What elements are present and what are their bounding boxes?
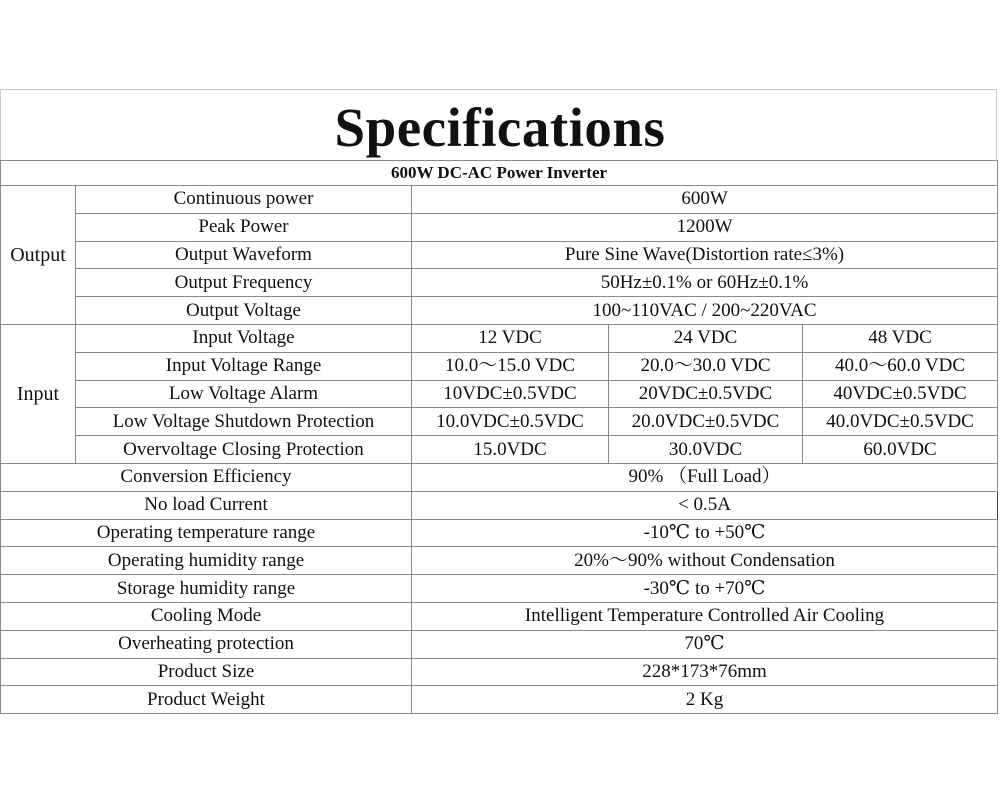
spec-name: Output Frequency <box>76 269 412 297</box>
spec-value: -10℃ to +50℃ <box>412 519 998 547</box>
section-label-output: Output <box>1 186 76 325</box>
spec-value: 2 Kg <box>412 686 998 714</box>
page-title: Specifications <box>334 97 666 158</box>
table-row <box>1 269 998 297</box>
spec-value-48v: 40.0～60.0 VDC <box>803 352 998 380</box>
spec-value-24v: 30.0VDC <box>609 436 803 464</box>
table-row <box>1 491 998 519</box>
spec-value-48v: 40.0VDC±0.5VDC <box>803 408 998 436</box>
table-row <box>1 463 998 491</box>
spec-value-48v: 40VDC±0.5VDC <box>803 380 998 408</box>
spec-name: Operating humidity range <box>1 547 412 575</box>
spec-value-12v: 10VDC±0.5VDC <box>412 380 609 408</box>
spec-value-12v: 10.0～15.0 VDC <box>412 352 609 380</box>
spec-value-48v: 60.0VDC <box>803 436 998 464</box>
spec-value-24v: 20VDC±0.5VDC <box>609 380 803 408</box>
table-row <box>1 380 998 408</box>
spec-value: -30℃ to +70℃ <box>412 575 998 603</box>
spec-value-12v: 15.0VDC <box>412 436 609 464</box>
section-label-input: Input <box>1 324 76 463</box>
spec-name: Input Voltage Range <box>76 352 412 380</box>
spec-value: Pure Sine Wave(Distortion rate≤3%) <box>412 241 998 269</box>
spec-value-24v: 20.0VDC±0.5VDC <box>609 408 803 436</box>
spec-value-12v: 12 VDC <box>412 324 609 352</box>
spec-name: Peak Power <box>76 213 412 241</box>
table-row <box>1 241 998 269</box>
spec-value: 50Hz±0.1% or 60Hz±0.1% <box>412 269 998 297</box>
spec-name: Low Voltage Shutdown Protection <box>76 408 412 436</box>
spec-value: 90% （Full Load） <box>412 463 998 491</box>
table-row <box>1 575 998 603</box>
spec-value: 1200W <box>412 213 998 241</box>
spec-name: Cooling Mode <box>1 602 412 630</box>
spec-value: 20%～90% without Condensation <box>412 547 998 575</box>
spec-name: Overvoltage Closing Protection <box>76 436 412 464</box>
table-row <box>1 436 998 464</box>
spec-value-24v: 20.0～30.0 VDC <box>609 352 803 380</box>
spec-name: Product Weight <box>1 686 412 714</box>
spec-value: 100~110VAC / 200~220VAC <box>412 297 998 325</box>
spec-value: 600W <box>412 186 998 214</box>
spec-name: Input Voltage <box>76 324 412 352</box>
spec-name: Product Size <box>1 658 412 686</box>
spec-value: 70℃ <box>412 630 998 658</box>
spec-name: No load Current <box>1 491 412 519</box>
spec-name: Operating temperature range <box>1 519 412 547</box>
table-row <box>1 547 998 575</box>
spec-name: Output Voltage <box>76 297 412 325</box>
table-caption-row <box>1 161 998 186</box>
spec-value: 228*173*76mm <box>412 658 998 686</box>
spec-value-48v: 48 VDC <box>803 324 998 352</box>
table-row <box>1 213 998 241</box>
spec-value-12v: 10.0VDC±0.5VDC <box>412 408 609 436</box>
spec-name: Overheating protection <box>1 630 412 658</box>
table-caption: 600W DC-AC Power Inverter <box>1 161 998 186</box>
spec-value-24v: 24 VDC <box>609 324 803 352</box>
table-row <box>1 297 998 325</box>
table-row <box>1 686 998 714</box>
spec-value: Intelligent Temperature Controlled Air Cooling <box>412 602 998 630</box>
table-row <box>1 352 998 380</box>
spec-name: Storage humidity range <box>1 575 412 603</box>
table-row <box>1 186 998 214</box>
spec-value: < 0.5A <box>412 491 998 519</box>
table-row <box>1 519 998 547</box>
spec-name: Continuous power <box>76 186 412 214</box>
specifications-table <box>0 160 998 714</box>
table-row <box>1 658 998 686</box>
spec-name: Conversion Efficiency <box>1 463 412 491</box>
spec-name: Output Waveform <box>76 241 412 269</box>
table-row <box>1 408 998 436</box>
table-row <box>1 630 998 658</box>
table-row <box>1 324 998 352</box>
spec-name: Low Voltage Alarm <box>76 380 412 408</box>
table-row <box>1 602 998 630</box>
